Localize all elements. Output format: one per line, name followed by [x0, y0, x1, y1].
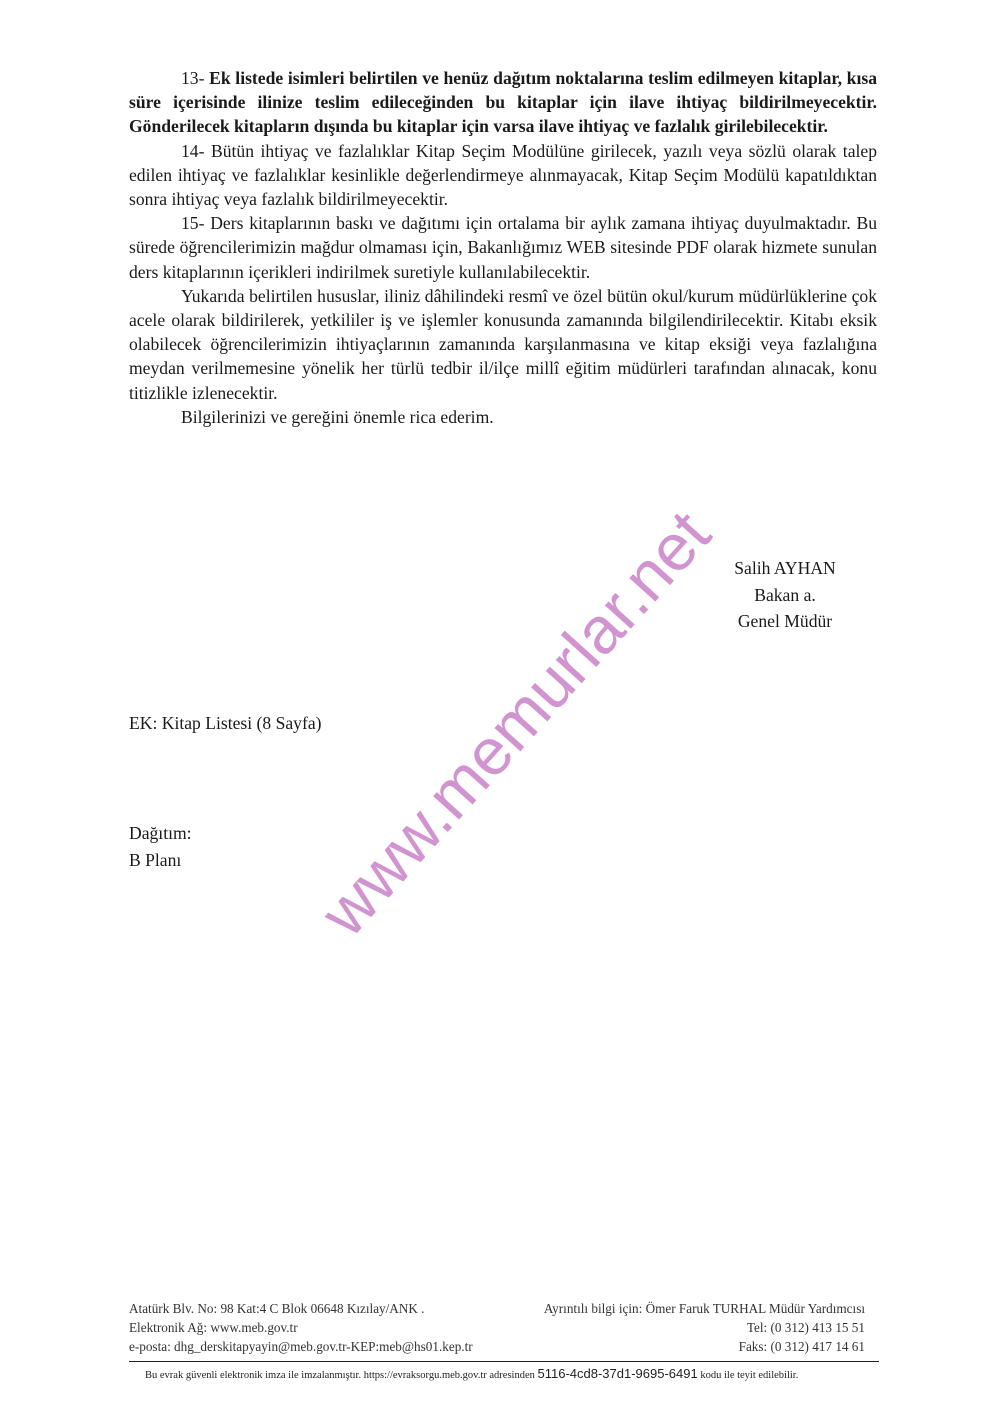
footer-tel: Tel: (0 312) 413 15 51 [746, 1320, 865, 1335]
distribution-label: Dağıtım: [129, 823, 192, 843]
verification-prefix: Bu evrak güvenli elektronik imza ile imzalanmıştır. https://evraksorgu.meb.gov.tr adresinden [145, 1370, 538, 1381]
paragraph-13-number: 13- [181, 68, 210, 88]
footer-contact: Ayrıntılı bilgi için: Ömer Faruk TURHAL Müdür Yardımcısı [543, 1301, 865, 1316]
letter-body [129, 66, 877, 429]
attachment-note: EK: Kitap Listesi (8 Sayfa) [129, 713, 322, 733]
paragraph-instructions: Yukarıda belirtilen hususlar, iliniz dâhilindeki resmî ve özel bütün okul/kurum müdürlüklerine çok acele olarak bildirilerek, yetkililer iş ve işlemler konusunda zamanında bilgilendirilecektir. Kitabı eksik olabilecek öğrencilerimizin ihtiyaçlarının zamanında karşılanmasına ve kitap eksiği veya fazlalığına meydan verilmemesine yönelik her türlü tedbir il/ilçe millî eğitim müdürleri tarafından alınacak, konu titizlikle izlenecektir. [129, 285, 877, 403]
footer-email: e-posta: dhg_derskitapyayin@meb.gov.tr-KEP:meb@hs01.kep.tr [129, 1339, 473, 1354]
watermark: www.memurlar.net [305, 496, 725, 950]
paragraph-13-bold-text: Ek listede isimleri belirtilen ve henüz dağıtım noktalarına teslim edilmeyen kitaplar, kısa süre içerisinde ilinize teslim edileceğinden bu kitaplar için ilave ihtiyaç bildirilmeyecektir. Gönderilecek kitapların dışında bu kitaplar için varsa ilave ihtiyaç ve fazlalık girilebilecektir. [129, 68, 877, 137]
paragraph-closing: Bilgilerinizi ve gereğini önemle rica ederim. [181, 406, 494, 427]
paragraph-15: 15- Ders kitaplarının baskı ve dağıtımı için ortalama bir aylık zamana ihtiyaç duyulmaktadır. Bu sürede öğrencilerimizin mağdur olmaması için, Bakanlığımız WEB sitesinde PDF olarak hizmete sunulan ders kitaplarının içerikleri indirilmek suretiyle kullanılabilecektir. [129, 213, 877, 282]
paragraph-14: 14- Bütün ihtiyaç ve fazlalıklar Kitap Seçim Modülüne girilecek, yazılı veya sözlü olarak talep edilen ihtiyaç ve fazlalıklar kesinlikle değerlendirmeye alınmayacak, Kitap Seçim Modülü kapatıldıktan sonra ihtiyaç veya fazlalık bildirilmeyecektir. [129, 140, 877, 210]
footer-row-3 [129, 1337, 865, 1356]
footer-row-1 [129, 1299, 865, 1318]
paragraph-13 [129, 66, 877, 139]
signatory-name: Salih AYHAN [734, 558, 836, 578]
verification-code: 5116-4cd8-37d1-9695-6491 [537, 1366, 698, 1381]
signatory-role: Bakan a. [754, 584, 816, 605]
footer-row-2 [129, 1318, 865, 1337]
footer-web: Elektronik Ağ: www.meb.gov.tr [129, 1320, 298, 1335]
signature-block [700, 555, 870, 635]
verification-suffix: kodu ile teyit edilebilir. [697, 1370, 799, 1381]
verification-note [145, 1366, 798, 1381]
footer [129, 1299, 865, 1356]
footer-divider [129, 1361, 879, 1362]
distribution-value: B Planı [129, 849, 182, 870]
footer-fax: Faks: (0 312) 417 14 61 [738, 1339, 865, 1354]
distribution-block [129, 820, 192, 873]
footer-address: Atatürk Blv. No: 98 Kat:4 C Blok 06648 Kızılay/ANK . [129, 1301, 425, 1316]
signatory-title: Genel Müdür [737, 611, 833, 631]
